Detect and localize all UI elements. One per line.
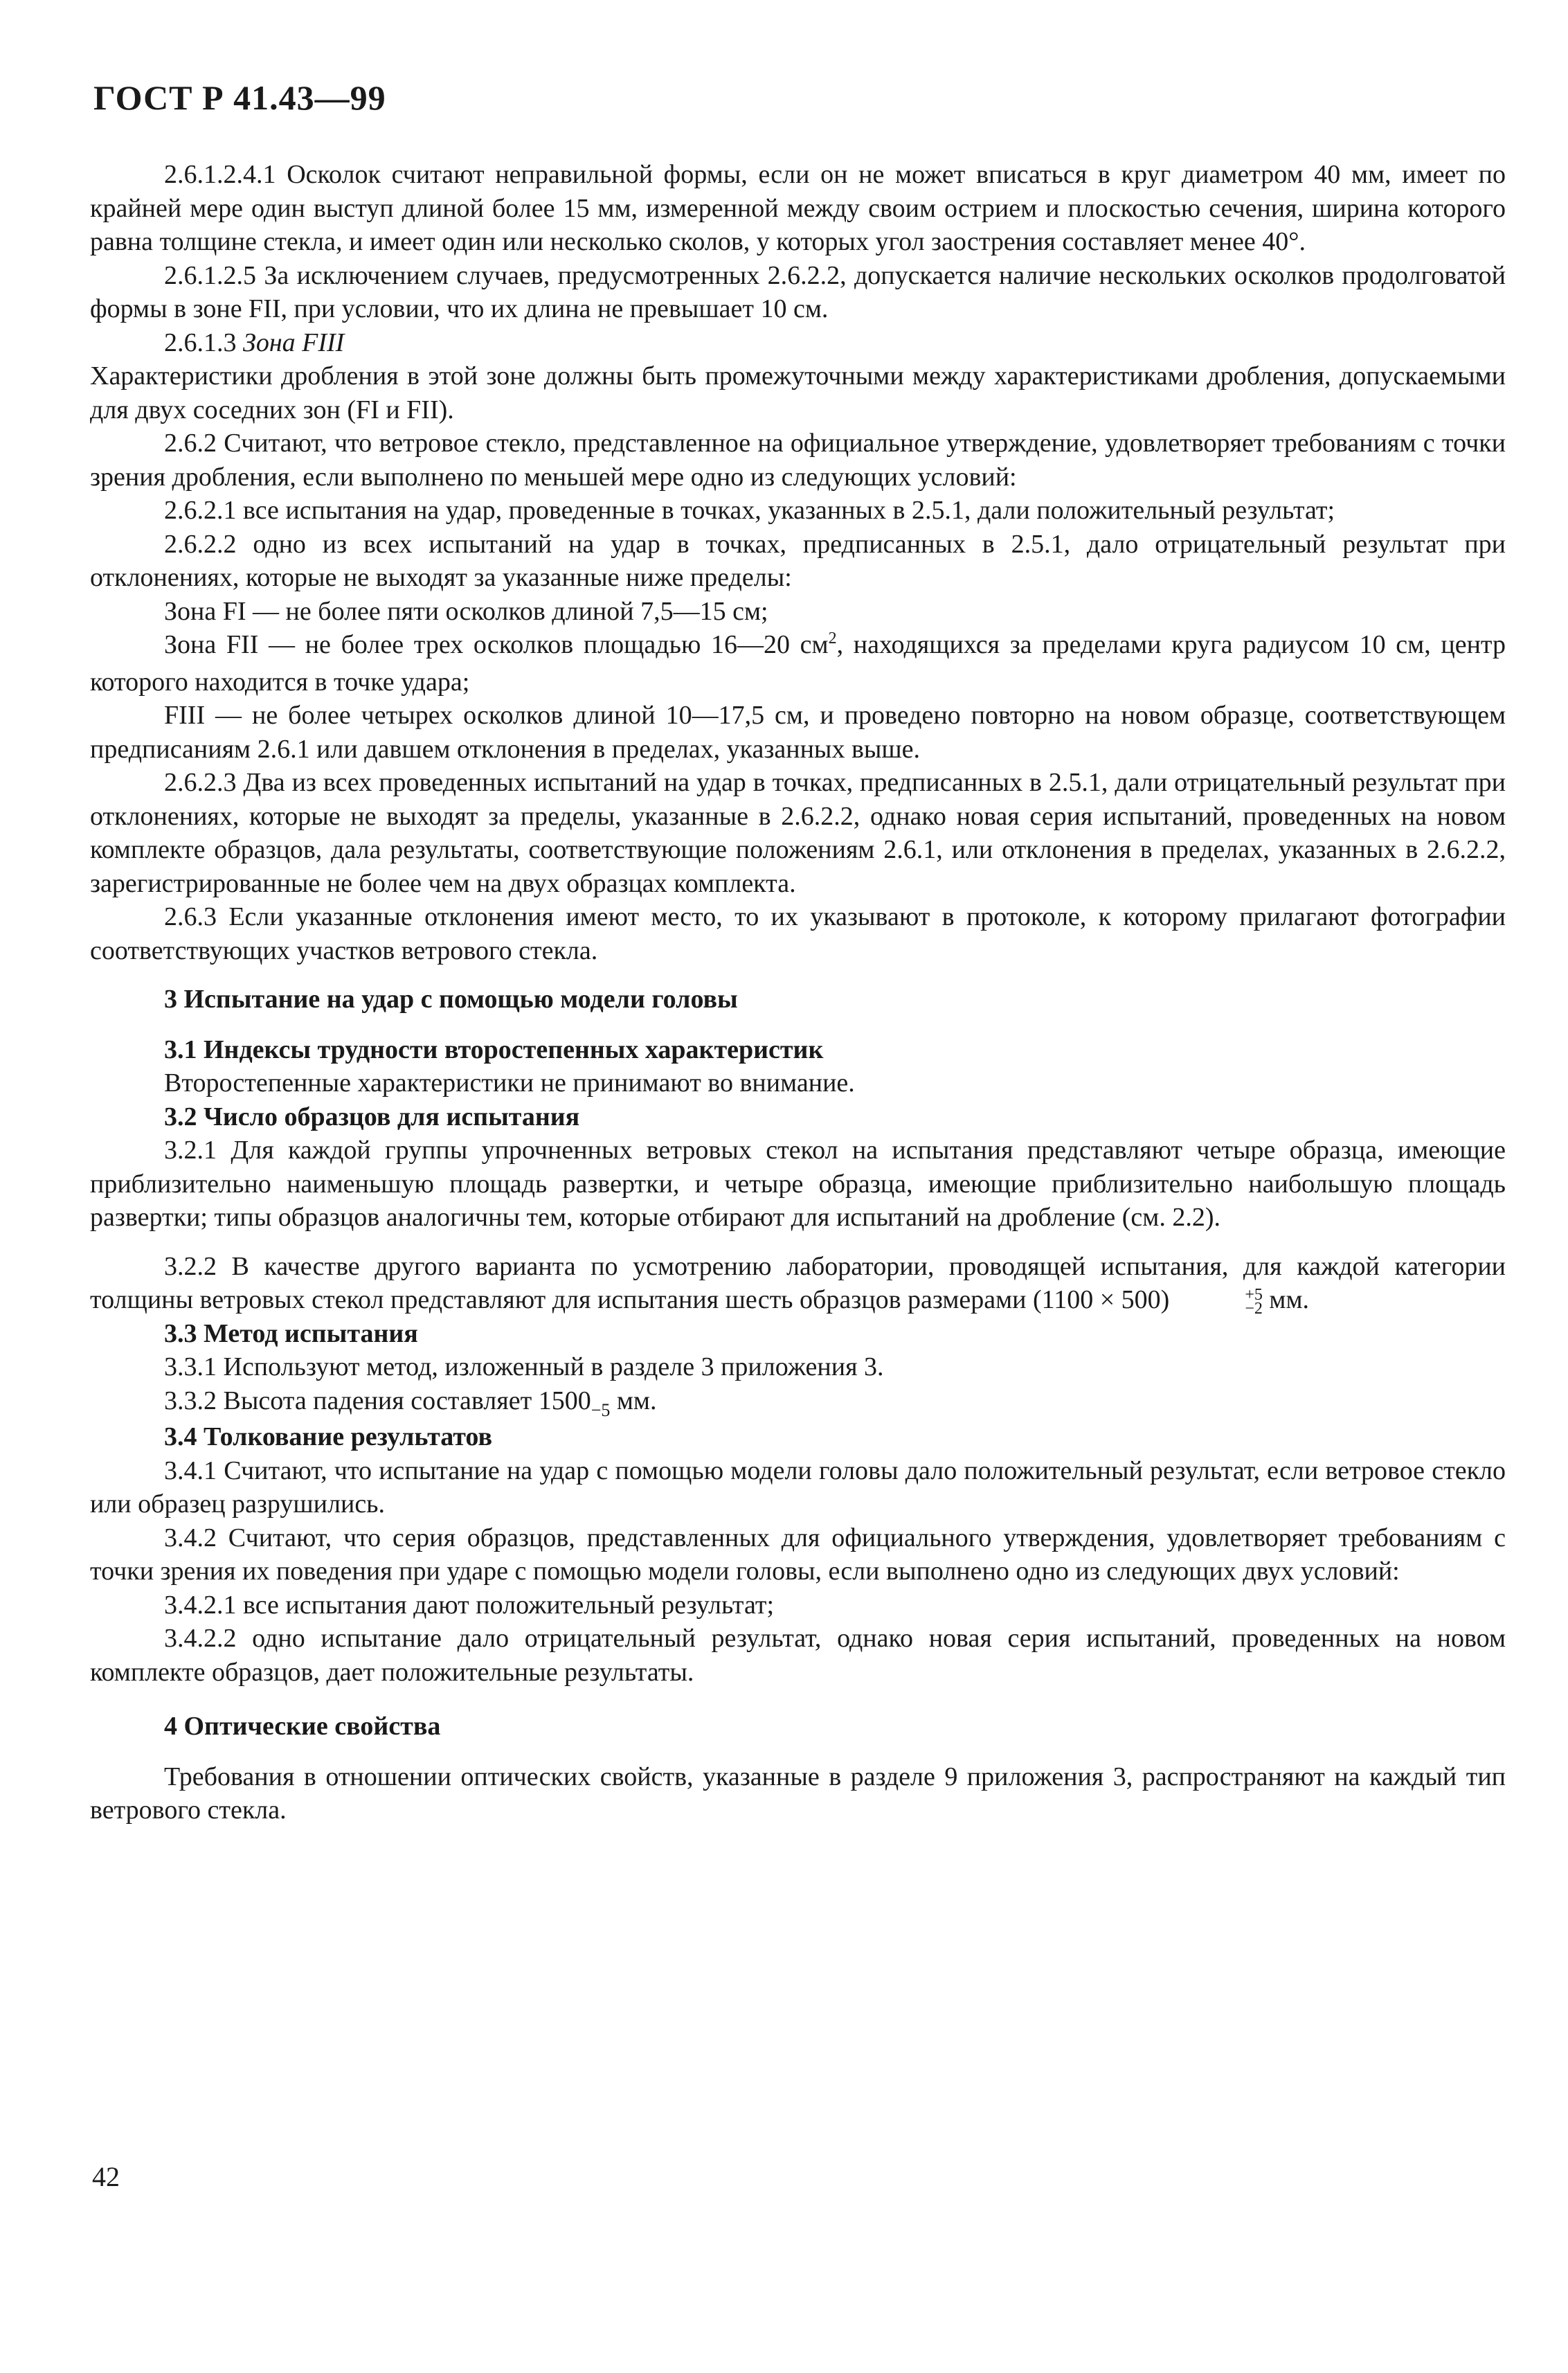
document-header: ГОСТ Р 41.43—99	[93, 78, 386, 117]
clause-3-4-2-1: 3.4.2.1 все испытания дают положительный результат;	[164, 1590, 775, 1620]
clause-2-6-1-3	[90, 326, 1506, 360]
clause-3-2-1: 3.2.1 Для каждой группы упрочненных ветровых стекол на испытания представляют четыре образца, имеющие приблизительно наименьшую площадь развертки, и четыре образца, имеющие приблизительно наибольшую площадь развертки; типы образцов аналогичны тем, которые отбирают для испытаний на дробление (см. 2.2).	[90, 1136, 1506, 1232]
clause-2-6-2-3: 2.6.2.3 Два из всех проведенных испытаний на удар в точках, предписанных в 2.5.1, дали отрицательный результат при отклонениях, которые не выходят за пределы, указанные в 2.6.2.2, однако новая серия испытаний, проведенных на новом комплекте образцов, дала результаты, соответствующие положениям 2.6.1, или отклонения в пределах, указанных в 2.6.2.2, зарегистрированные не более чем на двух образцах комплекта.	[90, 768, 1506, 898]
clause-3-2-2-unit: мм.	[1262, 1285, 1309, 1314]
section-4-heading: 4 Оптические свойства	[164, 1712, 441, 1741]
page-number: 42	[92, 2161, 120, 2192]
clause-2-6-2-1: 2.6.2.1 все испытания на удар, проведенные в точках, указанных в 2.5.1, дали положительный результат;	[164, 496, 1335, 525]
subsection-3-4-heading: 3.4 Толкование результатов	[164, 1422, 492, 1451]
clause-2-6-2: 2.6.2 Считают, что ветровое стекло, представленное на официальное утверждение, удовлетворяет требованиям с точки зрения дробления, если выполнено по меньшей мере одно из следующих условий:	[90, 429, 1506, 492]
zone-fii-text-a: Зона FII — не более трех осколков площадью 16—20 см	[164, 630, 829, 659]
zone-fiii-limit: FIII — не более четырех осколков длиной 10—17,5 см, и проведено повторно на новом образце, соответствующем предписаниям 2.6.1 или давшем отклонения в пределах, указанных выше.	[90, 701, 1506, 764]
clause-number: 2.6.1.3	[164, 328, 237, 357]
clause-2-6-2-2: 2.6.2.2 одно из всех испытаний на удар в точках, предписанных в 2.5.1, дало отрицательный результат при отклонениях, которые не выходят за указанные ниже пределы:	[90, 529, 1506, 592]
document-body	[90, 158, 1506, 1827]
clause-3-2-2	[90, 1250, 1506, 1317]
subsection-3-2-heading: 3.2 Число образцов для испытания	[164, 1102, 580, 1131]
clause-3-2-2-text: 3.2.2 В качестве другого варианта по усмотрению лаборатории, проводящей испытания, для каждой категории толщины ветровых стекол представляют для испытания шесть образцов размерами (1100 × 500)	[90, 1251, 1506, 1314]
clause-3-3-2-unit: мм.	[610, 1386, 657, 1415]
paragraph-fragmentation-fiii: Характеристики дробления в этой зоне должны быть промежуточными между характеристиками дробления, допускаемыми для двух соседних зон (FI и FII).	[90, 361, 1506, 424]
paragraph-4: Требования в отношении оптических свойств, указанные в разделе 9 приложения 3, распространяют на каждый тип ветрового стекла.	[90, 1762, 1506, 1825]
clause-2-6-1-2-4-1: 2.6.1.2.4.1 Осколок считают неправильной формы, если он не может вписаться в круг диаметром 40 мм, имеет по крайней мере один выступ длиной более 15 мм, измеренной между своим острием и плоскостью сечения, ширина которого равна толщине стекла, и имеет один или несколько сколов, у которых угол заострения составляет менее 40°.	[90, 160, 1506, 256]
paragraph-3-1: Второстепенные характеристики не принимают во внимание.	[164, 1068, 855, 1098]
subscript: −5	[591, 1399, 611, 1420]
clause-3-3-1: 3.3.1 Используют метод, изложенный в разделе 3 приложения 3.	[164, 1352, 884, 1381]
clause-title: Зона FIII	[243, 328, 345, 357]
subsection-3-1-heading: 3.1 Индексы трудности второстепенных характеристик	[164, 1035, 824, 1064]
section-3-heading: 3 Испытание на удар с помощью модели головы	[164, 985, 738, 1014]
clause-3-4-2: 3.4.2 Считают, что серия образцов, представленных для официального утверждения, удовлетворяет требованиям с точки зрения их поведения при ударе с помощью модели головы, если выполнено одно из следующих двух условий:	[90, 1523, 1506, 1586]
clause-2-6-3: 2.6.3 Если указанные отклонения имеют место, то их указывают в протоколе, к которому прилагают фотографии соответствующих участков ветрового стекла.	[90, 902, 1506, 965]
clause-3-3-2-text: 3.3.2 Высота падения составляет 1500	[164, 1386, 591, 1415]
clause-3-3-2	[90, 1384, 1506, 1421]
zone-fii-text-b: , находящихся за пределами круга радиусом 10 см, центр которого находится в точке удара;	[90, 630, 1506, 697]
clause-2-6-1-2-5: 2.6.1.2.5 За исключением случаев, предусмотренных 2.6.2.2, допускается наличие нескольких осколков продолговатой формы в зоне FII, при условии, что их длина не превышает 10 см.	[90, 260, 1506, 323]
subsection-3-3-heading: 3.3 Метод испытания	[164, 1318, 418, 1348]
zone-fi-limit: Зона FI — не более пяти осколков длиной 7,5—15 см;	[164, 596, 768, 626]
zone-fii-limit	[90, 628, 1506, 699]
tolerance-lower: −2	[1245, 1300, 1263, 1318]
superscript: 2	[828, 629, 837, 647]
clause-3-4-1: 3.4.1 Считают, что испытание на удар с помощью модели головы дало положительный результат, если ветровое стекло или образец разрушились.	[90, 1456, 1506, 1519]
tolerance	[1171, 1288, 1263, 1316]
clause-3-4-2-2: 3.4.2.2 одно испытание дало отрицательный результат, однако новая серия испытаний, проведенных на новом комплекте образцов, дает положительные результаты.	[90, 1624, 1506, 1687]
tolerance-upper: +5	[1245, 1286, 1263, 1305]
